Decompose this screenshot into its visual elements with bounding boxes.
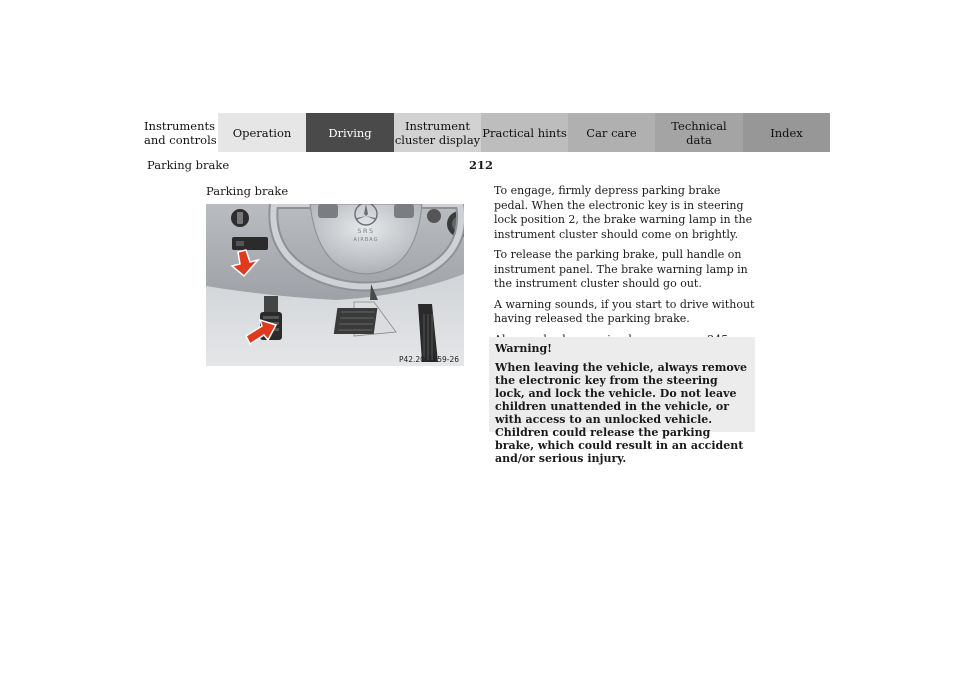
- tab-instrument-cluster-display[interactable]: Instrument cluster display: [394, 113, 481, 152]
- tab-practical-hints[interactable]: Practical hints: [481, 113, 568, 152]
- section-title: Parking brake: [147, 158, 230, 172]
- tab-driving[interactable]: Driving: [306, 113, 394, 152]
- paragraph-release: To release the parking brake, pull handle on instrument panel. The brake warning lamp in the instrument cluster should go out.: [494, 248, 748, 290]
- parking-brake-illustration: [206, 204, 464, 366]
- warning-title: Warning!: [495, 342, 553, 355]
- section-heading: Parking brake: [206, 184, 289, 198]
- paragraph-warning-sound: A warning sounds, if you start to drive without having released the parking brake.: [494, 297, 755, 325]
- section-tabs: [130, 113, 830, 152]
- paragraph-engage: To engage, firmly depress parking brake pedal. When the electronic key is in steering lock position 2, the brake warning lamp in the instrument cluster should come on brightly.: [494, 184, 753, 241]
- warning-text: When leaving the vehicle, always remove the electronic key from the steering lock, and lock the vehicle. Do not leave children unattended in the vehicle, or with access to an unlocked vehicle. Children could release the parking brake, which could result in an accident and/or serious injury.: [495, 361, 748, 465]
- svg-text:AIRBAG: AIRBAG: [353, 237, 379, 243]
- svg-text:SRS: SRS: [357, 227, 375, 235]
- page-number: 212: [469, 158, 494, 172]
- warning-box: [489, 337, 755, 465]
- tab-operation[interactable]: Operation: [218, 113, 306, 152]
- tab-car-care[interactable]: Car care: [568, 113, 655, 152]
- figure-code: P42.20-2059-26: [398, 355, 459, 364]
- tab-index[interactable]: Index: [743, 113, 830, 152]
- tab-technical-data[interactable]: Technical data: [655, 113, 743, 152]
- instructions-text: [494, 184, 756, 353]
- tab-instruments-and-controls[interactable]: Instruments and controls: [130, 113, 218, 152]
